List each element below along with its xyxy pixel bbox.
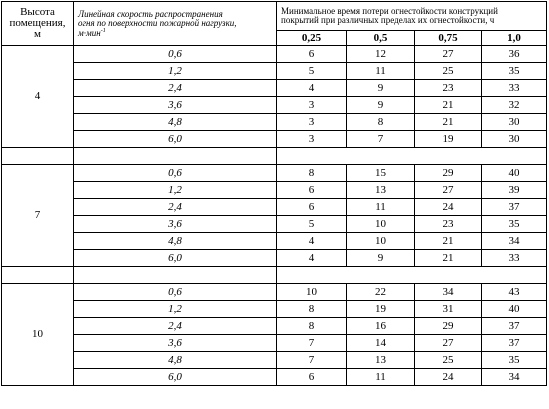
time-value-cell: 21 (415, 250, 482, 267)
room-height-cell: 7 (2, 165, 74, 267)
table-row (2, 250, 547, 267)
time-value-cell: 12 (347, 46, 415, 63)
spread-speed-cell: 6,0 (74, 369, 277, 386)
time-value-cell: 4 (277, 80, 347, 97)
time-value-cell: 35 (482, 63, 547, 80)
table-row (2, 233, 547, 250)
table-row (2, 284, 547, 301)
table-row (2, 318, 547, 335)
time-value-cell: 21 (415, 97, 482, 114)
time-value-cell: 34 (482, 369, 547, 386)
time-value-cell: 24 (415, 199, 482, 216)
table-row (2, 46, 547, 63)
time-value-cell: 3 (277, 131, 347, 148)
time-value-cell: 13 (347, 352, 415, 369)
room-height-cell: 10 (2, 284, 74, 386)
time-value-cell: 27 (415, 182, 482, 199)
time-value-cell: 3 (277, 114, 347, 131)
table-row (2, 63, 547, 80)
header-room-height: Высота помещения, м (2, 2, 74, 46)
time-value-cell: 16 (347, 318, 415, 335)
time-value-cell: 23 (415, 80, 482, 97)
header-limit-2: 0,75 (415, 31, 482, 46)
spread-speed-cell: 1,2 (74, 182, 277, 199)
time-value-cell: 40 (482, 165, 547, 182)
separator-cell (277, 267, 547, 284)
time-value-cell: 9 (347, 250, 415, 267)
time-value-cell: 19 (415, 131, 482, 148)
table-row (2, 114, 547, 131)
table-row (2, 165, 547, 182)
time-value-cell: 11 (347, 63, 415, 80)
time-value-cell: 30 (482, 131, 547, 148)
separator-cell (74, 148, 277, 165)
spread-speed-cell: 4,8 (74, 114, 277, 131)
time-value-cell: 10 (347, 216, 415, 233)
spread-speed-cell: 6,0 (74, 250, 277, 267)
spread-speed-cell: 1,2 (74, 301, 277, 318)
time-value-cell: 7 (347, 131, 415, 148)
spread-speed-cell: 0,6 (74, 165, 277, 182)
time-value-cell: 6 (277, 369, 347, 386)
time-value-cell: 27 (415, 46, 482, 63)
header-limit-0: 0,25 (277, 31, 347, 46)
spread-speed-cell: 4,8 (74, 352, 277, 369)
time-value-cell: 37 (482, 318, 547, 335)
time-value-cell: 39 (482, 182, 547, 199)
spread-speed-cell: 2,4 (74, 318, 277, 335)
time-value-cell: 37 (482, 199, 547, 216)
time-value-cell: 6 (277, 46, 347, 63)
time-value-cell: 35 (482, 216, 547, 233)
time-value-cell: 4 (277, 250, 347, 267)
time-value-cell: 21 (415, 233, 482, 250)
time-value-cell: 31 (415, 301, 482, 318)
time-value-cell: 5 (277, 216, 347, 233)
time-value-cell: 15 (347, 165, 415, 182)
spread-speed-cell: 4,8 (74, 233, 277, 250)
separator-cell (2, 267, 74, 284)
spread-speed-cell: 2,4 (74, 80, 277, 97)
spread-speed-cell: 2,4 (74, 199, 277, 216)
table-row (2, 199, 547, 216)
time-value-cell: 8 (277, 301, 347, 318)
time-value-cell: 29 (415, 318, 482, 335)
time-value-cell: 25 (415, 352, 482, 369)
time-value-cell: 9 (347, 80, 415, 97)
spread-speed-cell: 3,6 (74, 335, 277, 352)
time-value-cell: 43 (482, 284, 547, 301)
time-value-cell: 33 (482, 80, 547, 97)
time-value-cell: 36 (482, 46, 547, 63)
time-value-cell: 33 (482, 250, 547, 267)
time-value-cell: 22 (347, 284, 415, 301)
separator-cell (277, 148, 547, 165)
header-min-loss-time: Минимальное время потери огнестойкости конструкций покрытий при различных пределах их огнестойкости, ч (277, 2, 547, 31)
spread-speed-cell: 3,6 (74, 97, 277, 114)
spread-speed-cell: 1,2 (74, 63, 277, 80)
time-value-cell: 40 (482, 301, 547, 318)
spread-speed-cell: 3,6 (74, 216, 277, 233)
spread-speed-cell: 0,6 (74, 284, 277, 301)
time-value-cell: 34 (482, 233, 547, 250)
time-value-cell: 24 (415, 369, 482, 386)
time-value-cell: 7 (277, 352, 347, 369)
time-value-cell: 9 (347, 97, 415, 114)
time-value-cell: 19 (347, 301, 415, 318)
header-limit-1: 0,5 (347, 31, 415, 46)
header-fire-spread-speed: Линейная скорость распространения огня по поверхности пожарной нагрузки, м·мин$^{-1}$ (74, 2, 277, 46)
table-row (2, 182, 547, 199)
time-value-cell: 5 (277, 63, 347, 80)
time-value-cell: 8 (277, 165, 347, 182)
table-row (2, 131, 547, 148)
spread-speed-cell: 0,6 (74, 46, 277, 63)
table-row (2, 352, 547, 369)
header-limit-3: 1,0 (482, 31, 547, 46)
time-value-cell: 21 (415, 114, 482, 131)
time-value-cell: 7 (277, 335, 347, 352)
room-height-cell: 4 (2, 46, 74, 148)
separator-row (2, 267, 547, 284)
table-row (2, 301, 547, 318)
time-value-cell: 29 (415, 165, 482, 182)
table-row (2, 335, 547, 352)
time-value-cell: 4 (277, 233, 347, 250)
time-value-cell: 11 (347, 369, 415, 386)
time-value-cell: 11 (347, 199, 415, 216)
time-value-cell: 14 (347, 335, 415, 352)
table-body (2, 46, 547, 386)
time-value-cell: 32 (482, 97, 547, 114)
time-value-cell: 27 (415, 335, 482, 352)
separator-row (2, 148, 547, 165)
time-value-cell: 3 (277, 97, 347, 114)
time-value-cell: 13 (347, 182, 415, 199)
time-value-cell: 37 (482, 335, 547, 352)
time-value-cell: 23 (415, 216, 482, 233)
time-value-cell: 10 (277, 284, 347, 301)
separator-cell (2, 148, 74, 165)
time-value-cell: 34 (415, 284, 482, 301)
time-value-cell: 30 (482, 114, 547, 131)
time-value-cell: 35 (482, 352, 547, 369)
fire-resistance-table (1, 1, 547, 386)
table-row (2, 97, 547, 114)
table-row (2, 369, 547, 386)
table-row (2, 80, 547, 97)
table-row (2, 216, 547, 233)
time-value-cell: 25 (415, 63, 482, 80)
time-value-cell: 8 (347, 114, 415, 131)
time-value-cell: 8 (277, 318, 347, 335)
spread-speed-cell: 6,0 (74, 131, 277, 148)
separator-cell (74, 267, 277, 284)
time-value-cell: 6 (277, 182, 347, 199)
time-value-cell: 10 (347, 233, 415, 250)
time-value-cell: 6 (277, 199, 347, 216)
